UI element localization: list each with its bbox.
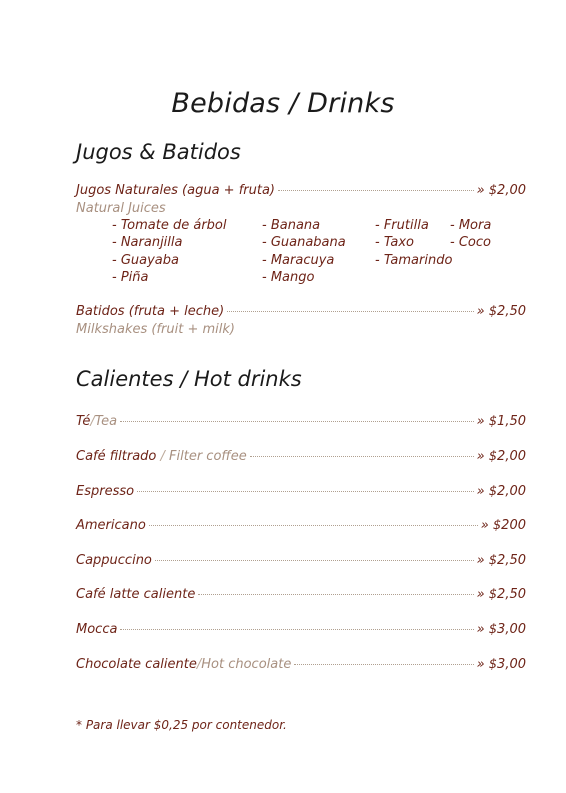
item-price: » $2,50 [476, 553, 526, 568]
dot-leader [278, 190, 474, 191]
item-subtitle: Natural Juices [76, 201, 166, 216]
menu-item-jugos-naturales [76, 183, 526, 198]
item-price: » $2,00 [476, 449, 526, 464]
item-name: Cappuccino [76, 553, 152, 568]
menu-item-chocolate [76, 657, 526, 672]
item-subtitle: Milkshakes (fruit + milk) [76, 322, 235, 337]
dot-leader [227, 311, 473, 312]
fruit-item: - Banana [262, 218, 321, 233]
dot-leader [294, 664, 473, 665]
item-price: » $2,00 [476, 183, 526, 198]
menu-item-cafe-filtrado [76, 449, 526, 464]
dot-leader [137, 491, 474, 492]
menu-item-cafe-latte [76, 587, 526, 602]
section-title-calientes: Calientes / Hot drinks [76, 367, 302, 391]
fruit-item: - Mango [262, 270, 315, 285]
fruit-item: - Taxo [375, 235, 415, 250]
item-separator: / [156, 449, 170, 464]
fruit-item: - Maracuya [262, 253, 335, 268]
item-name: Té [76, 414, 91, 429]
item-english-name: Hot chocolate [201, 657, 292, 672]
fruit-item: - Piña [112, 270, 149, 285]
fruit-item: - Mora [450, 218, 492, 233]
dot-leader [120, 629, 473, 630]
item-name: Batidos (fruta + leche) [76, 304, 225, 319]
fruit-item: - Frutilla [375, 218, 429, 233]
item-name: Chocolate caliente [76, 657, 197, 672]
item-name: Espresso [76, 484, 135, 499]
menu-item-espresso [76, 484, 526, 499]
fruit-item: - Guayaba [112, 253, 179, 268]
item-separator: / [196, 657, 202, 672]
menu-item-mocca [76, 622, 526, 637]
item-separator: / [90, 414, 95, 429]
item-english-name: Filter coffee [169, 449, 247, 464]
dot-leader [120, 421, 474, 422]
item-price: » $1,50 [476, 414, 526, 429]
item-price: » $3,00 [476, 657, 526, 672]
item-price: » $200 [480, 518, 526, 533]
section-title-jugos: Jugos & Batidos [76, 140, 241, 164]
item-price: » $2,50 [476, 587, 526, 602]
item-name: Americano [76, 518, 146, 533]
fruit-item: - Tamarindo [375, 253, 453, 268]
item-price: » $2,00 [476, 484, 526, 499]
item-name: Café filtrado [76, 449, 157, 464]
item-price: » $2,50 [476, 304, 526, 319]
fruit-item: - Naranjilla [112, 235, 183, 250]
fruit-item: - Guanabana [262, 235, 346, 250]
fruit-item: - Coco [450, 235, 491, 250]
menu-item-batidos [76, 304, 526, 319]
page-title: Bebidas / Drinks [171, 88, 395, 119]
dot-leader [149, 525, 478, 526]
dot-leader [250, 456, 474, 457]
fruit-item: - Tomate de árbol [112, 218, 227, 233]
item-name: Café latte caliente [76, 587, 196, 602]
dot-leader [155, 560, 474, 561]
footnote: * Para llevar $0,25 por contenedor. [76, 718, 287, 732]
item-english-name: Tea [94, 414, 118, 429]
dot-leader [198, 594, 473, 595]
item-price: » $3,00 [476, 622, 526, 637]
menu-item-te [76, 414, 526, 429]
menu-item-cappuccino [76, 553, 526, 568]
item-name: Mocca [76, 622, 118, 637]
item-name: Jugos Naturales (agua + fruta) [76, 183, 275, 198]
menu-item-americano [76, 518, 526, 533]
